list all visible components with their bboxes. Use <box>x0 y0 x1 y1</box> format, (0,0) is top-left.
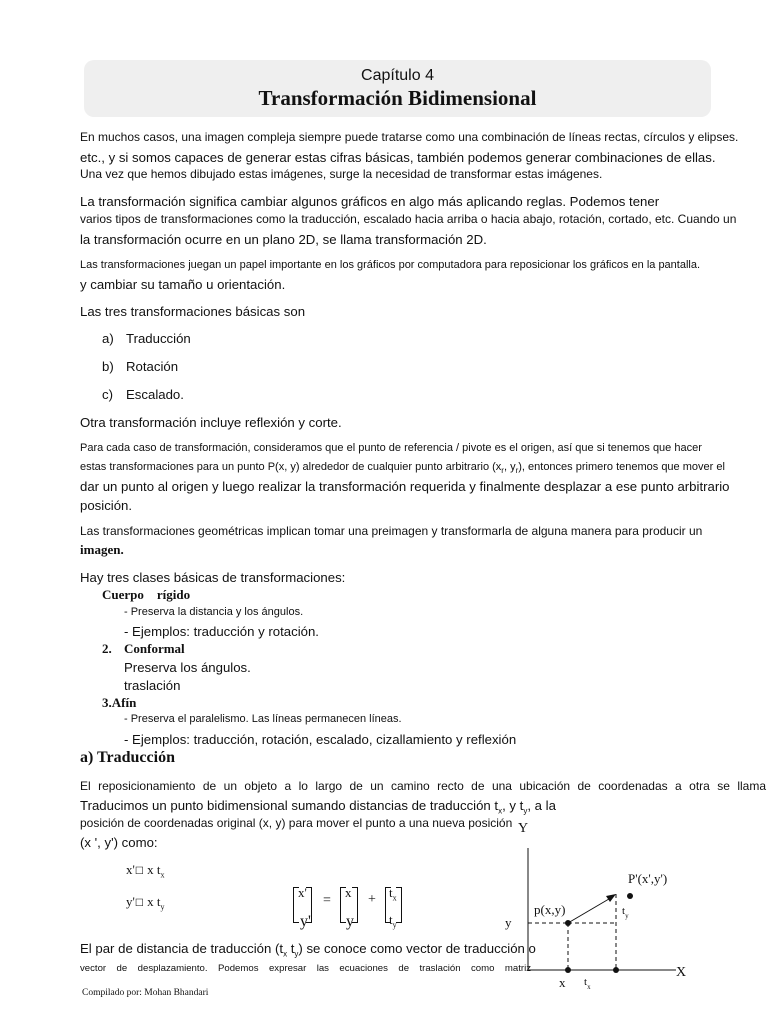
translation-vector <box>568 896 614 923</box>
translation-line-1: El reposicionamiento de un objeto a lo largo de un camino recto de una ubicación de coordenadas a otra se llama <box>80 779 766 793</box>
pivot-line-2: estas transformaciones para un punto P(x, y) alrededor de cualquier punto arbitrario ($x_r$, $y_r$), entonces primero tenemos que mover el <box>80 461 725 476</box>
missing-glyph-box: ☐ <box>134 866 144 877</box>
list-marker: a) <box>102 331 114 346</box>
y-tick-label: y <box>505 915 512 930</box>
equation-y: y'☐ x $t_y$ <box>126 894 165 912</box>
list-item: Rotación <box>126 359 179 374</box>
matrix-1-top: x' <box>298 885 307 900</box>
point-p <box>565 920 571 926</box>
translation-figure <box>490 818 710 998</box>
list-intro: Las tres transformaciones básicas son <box>80 304 306 319</box>
point-x <box>565 967 571 973</box>
translation-line-3: posición de coordenadas original (x, y) para mover el punto a una nueva posición <box>80 816 513 830</box>
equation-x: x'☐ x $t_x$ <box>126 862 165 880</box>
matrix-bracket-right <box>306 887 312 923</box>
matrix-equals: = <box>323 893 331 908</box>
ty-label: $t_y$ <box>622 905 629 920</box>
page-title: Transformación Bidimensional <box>258 86 537 110</box>
class-1-bullet-2: - Ejemplos: traducción y rotación. <box>124 624 319 639</box>
geometric-line-2: imagen. <box>80 542 124 557</box>
pivot-line-1: Para cada caso de transformación, consideramos que el punto de referencia / pivote es el origen, así que si tenemos que hacer <box>80 442 702 454</box>
intro-line-7: Las transformaciones juegan un papel importante en los gráficos por computadora para reposicionar los gráficos en la pantalla. <box>80 259 701 271</box>
intro-line-2: etc., y si somos capaces de generar estas cifras básicas, también podemos generar combinaciones de ellas. <box>80 150 716 165</box>
intro-line-4: La transformación significa cambiar algunos gráficos en algo más aplicando reglas. Podemos tener <box>80 194 660 209</box>
matrix-2-bottom: y <box>346 913 354 930</box>
class-2-bullet-2: traslación <box>124 678 181 693</box>
intro-line-8: y cambiar su tamaño u orientación. <box>80 277 286 292</box>
translation-heading: a) Traducción <box>80 749 175 766</box>
matrix-3-top: $t_x$ <box>389 885 397 903</box>
chapter-banner <box>84 60 711 117</box>
matrix-1-bottom: y' <box>300 913 311 930</box>
footer-credit: Compilado por: Mohan Bhandari <box>82 988 209 998</box>
class-2-number: 2. <box>102 641 112 656</box>
intro-line-6: la transformación ocurre en un plano 2D, se llama transformación 2D. <box>80 232 487 247</box>
intro-line-5: varios tipos de transformaciones como la traducción, escalado hacia arriba o hacia abajo, rotación, cortado, etc. Cuando un <box>80 212 737 226</box>
point-p-label: p(x,y) <box>534 902 566 917</box>
classes-intro: Hay tres clases básicas de transformaciones: <box>80 570 346 585</box>
class-3-title: 3.Afín <box>102 695 137 710</box>
point-p-prime <box>627 893 633 899</box>
matrix-bracket-right <box>396 887 402 923</box>
list-marker: b) <box>102 359 114 374</box>
other-transformations: Otra transformación incluye reflexión y corte. <box>80 415 342 430</box>
tx-label: $t_x$ <box>584 976 591 991</box>
missing-glyph-box: ☐ <box>134 898 144 909</box>
intro-line-3: Una vez que hemos dibujado estas imágenes, surge la necesidad de transformar estas imágenes. <box>80 167 603 181</box>
geometric-line-1: Las transformaciones geométricas implican tomar una preimagen y transformarla de alguna manera para producir un <box>80 524 703 538</box>
matrix-3-bottom: $t_y$ <box>389 912 397 930</box>
pivot-line-4: posición. <box>80 498 133 513</box>
class-1-bullet-1: - Preserva la distancia y los ángulos. <box>124 606 304 618</box>
chapter-label: Capítulo 4 <box>361 67 434 84</box>
translation-line-4: (x ', y') como: <box>80 835 158 850</box>
pivot-line-3: dar un punto al origen y luego realizar la transformación requerida y finalmente desplazar a ese punto arbitrario <box>80 479 730 494</box>
translation-line-6: vector de desplazamiento. Podemos expresar las ecuaciones de traslación como matriz <box>80 963 531 974</box>
intro-line-1: En muchos casos, una imagen compleja siempre puede tratarse como una combinación de líneas rectas, círculos y elipses. <box>80 130 739 144</box>
translation-line-2: Traducimos un punto bidimensional sumando distancias de traducción $t_x$, y $t_y$, a la <box>80 798 556 816</box>
list-item: Traducción <box>126 331 191 346</box>
list-item: Escalado. <box>126 387 184 402</box>
class-2-title: Conformal <box>124 641 185 656</box>
translation-line-5: El par de distancia de traducción ($t_x$ $t_y$) se conoce como vector de traducción o <box>80 941 536 959</box>
point-p-prime-label: P'(x',y') <box>628 871 668 886</box>
axis-x-label: X <box>676 965 687 980</box>
matrix-bracket-right <box>352 887 358 923</box>
point-x-prime <box>613 967 619 973</box>
class-3-bullet-2: - Ejemplos: traducción, rotación, escalado, cizallamiento y reflexión <box>124 732 517 747</box>
x-tick-label: x <box>559 975 566 990</box>
list-marker: c) <box>102 387 113 402</box>
class-3-bullet-1: - Preserva el paralelismo. Las líneas permanecen líneas. <box>124 713 402 725</box>
matrix-2-top: x <box>345 885 352 900</box>
class-2-bullet-1: Preserva los ángulos. <box>124 660 251 675</box>
matrix-plus: + <box>368 892 376 907</box>
axis-y-label: Y <box>518 821 529 836</box>
arrow-head <box>606 894 616 902</box>
class-1-title: Cuerpo rígido <box>102 587 191 602</box>
